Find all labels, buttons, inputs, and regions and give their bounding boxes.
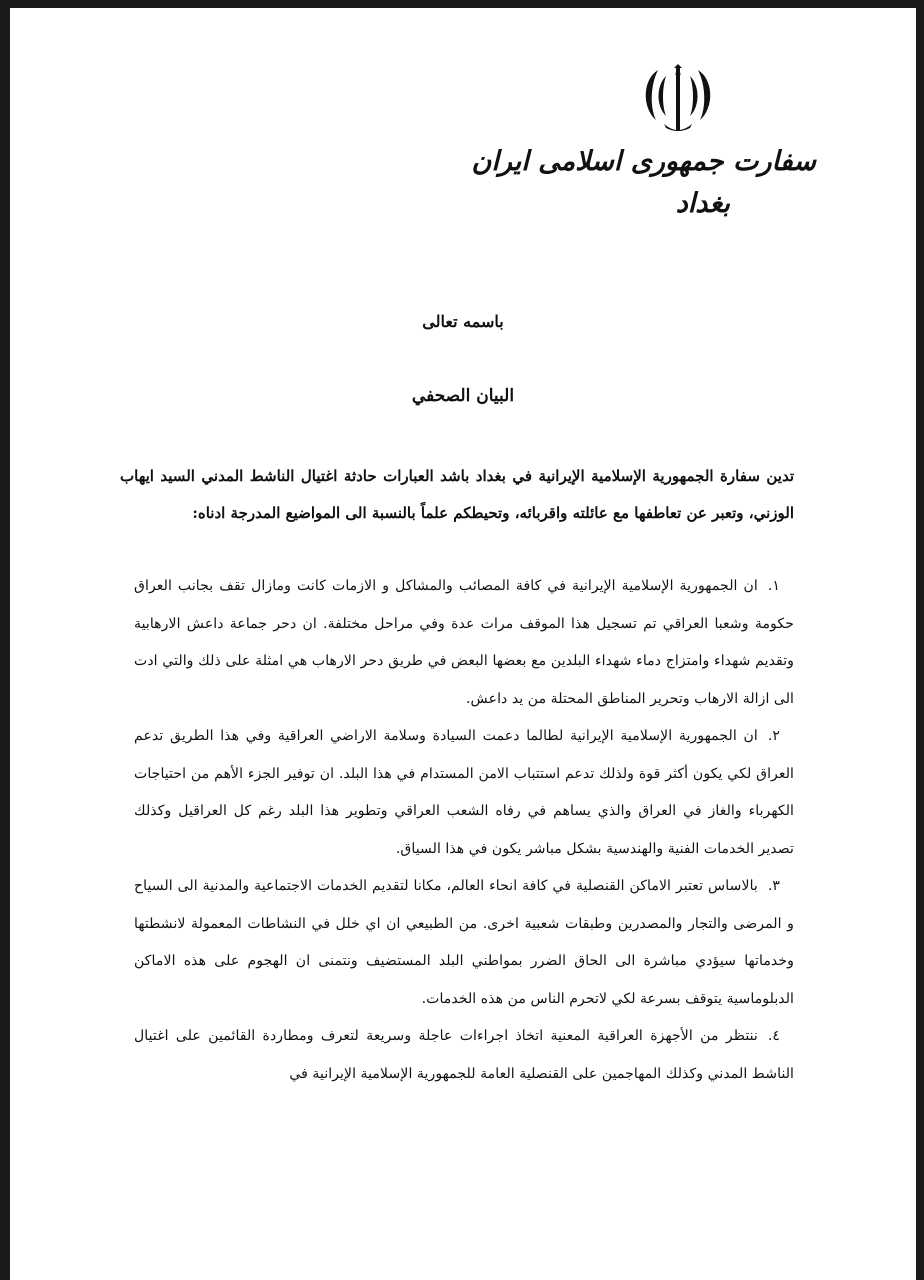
list-item — [134, 568, 794, 718]
item-number: ٣. — [767, 878, 780, 894]
iran-emblem-icon — [640, 64, 716, 136]
embassy-city: بغداد — [675, 188, 730, 219]
list-item — [134, 718, 794, 868]
item-text: ننتظر من الأجهزة العراقية المعنية اتخاذ اجراءات عاجلة وسريعة لتعرف ومطاردة القائمين على اغتيال الناشط المدني وكذلك المهاجمين على القنصلية العامة للجمهورية الإسلامية الإيرانية في — [134, 1028, 794, 1082]
item-number: ٤. — [767, 1028, 780, 1044]
list-item — [134, 1018, 794, 1093]
document-page — [10, 8, 916, 1280]
item-text: ان الجمهورية الإسلامية الإيرانية لطالما دعمت السيادة وسلامة الاراضي العراقية وفي هذا الطريق تدعم العراق لكي يكون أكثر قوة ولذلك تدعم استتباب الامن المستدام في هذا البلد. ان توفير الجزء الأهم من احتياجات الكهرباء والغاز في العراق والذي يساهم في رفاه الشعب العراقي وتطوير هذا البلد رغم كل العراقيل وكذلك تصدير الخدمات الفنية والهندسية بشكل مباشر يكون في هذا السياق. — [134, 728, 794, 857]
item-number: ١. — [767, 578, 780, 594]
item-text: بالاساس تعتبر الاماكن القنصلية في كافة انحاء العالم، مكانا لتقديم الخدمات الاجتماعية والمدنية الى السياح و المرضى والتجار والمصدرين وطبقات شعبية اخرى. من الطبيعي ان اي خلل في النشاطات المعمولة لانشطتها وخدماتها سيؤدي مباشرة الى الحاق الضرر بمواطني البلد المستضيف ونتمنى ان الهجوم على هذه الاماكن الدبلوماسية يتوقف بسرعة لكي لاتحرم الناس من هذه الخدمات. — [134, 878, 794, 1007]
intro-paragraph: تدين سفارة الجمهورية الإسلامية الإيرانية في بغداد باشد العبارات حادثة اغتيال الناشط المدني السيد ايهاب الوزني، وتعبر عن تعاطفها مع عائلته واقربائه، وتحيطكم علماً بالنسبة الى المواضيع المدرجة ادناه: — [120, 467, 794, 522]
invocation-heading: باسمه تعالى — [422, 312, 504, 331]
item-number: ٢. — [767, 728, 780, 744]
embassy-name: سفارت جمهوری اسلامی ایران — [471, 146, 816, 177]
item-text: ان الجمهورية الإسلامية الإيرانية في كافة المصائب والمشاكل و الازمات كانت ومازال تقف بجانب العراق حكومة وشعبا العراقي تم تسجيل هذا الموقف مرات عدة وفي مراحل مختلفة. ان دحر جماعة داعش الارهابية وتقديم شهداء وامتزاج دماء شهداء البلدين مع بعضها البعض في طريق دحر الارهاب هي امثلة على ذلك والتي ادت الى ازالة الارهاب وتحرير المناطق المحتلة من يد داعش. — [134, 578, 794, 707]
list-item — [134, 868, 794, 1018]
document-title: البيان الصحفي — [411, 386, 515, 406]
numbered-items — [134, 568, 794, 1093]
